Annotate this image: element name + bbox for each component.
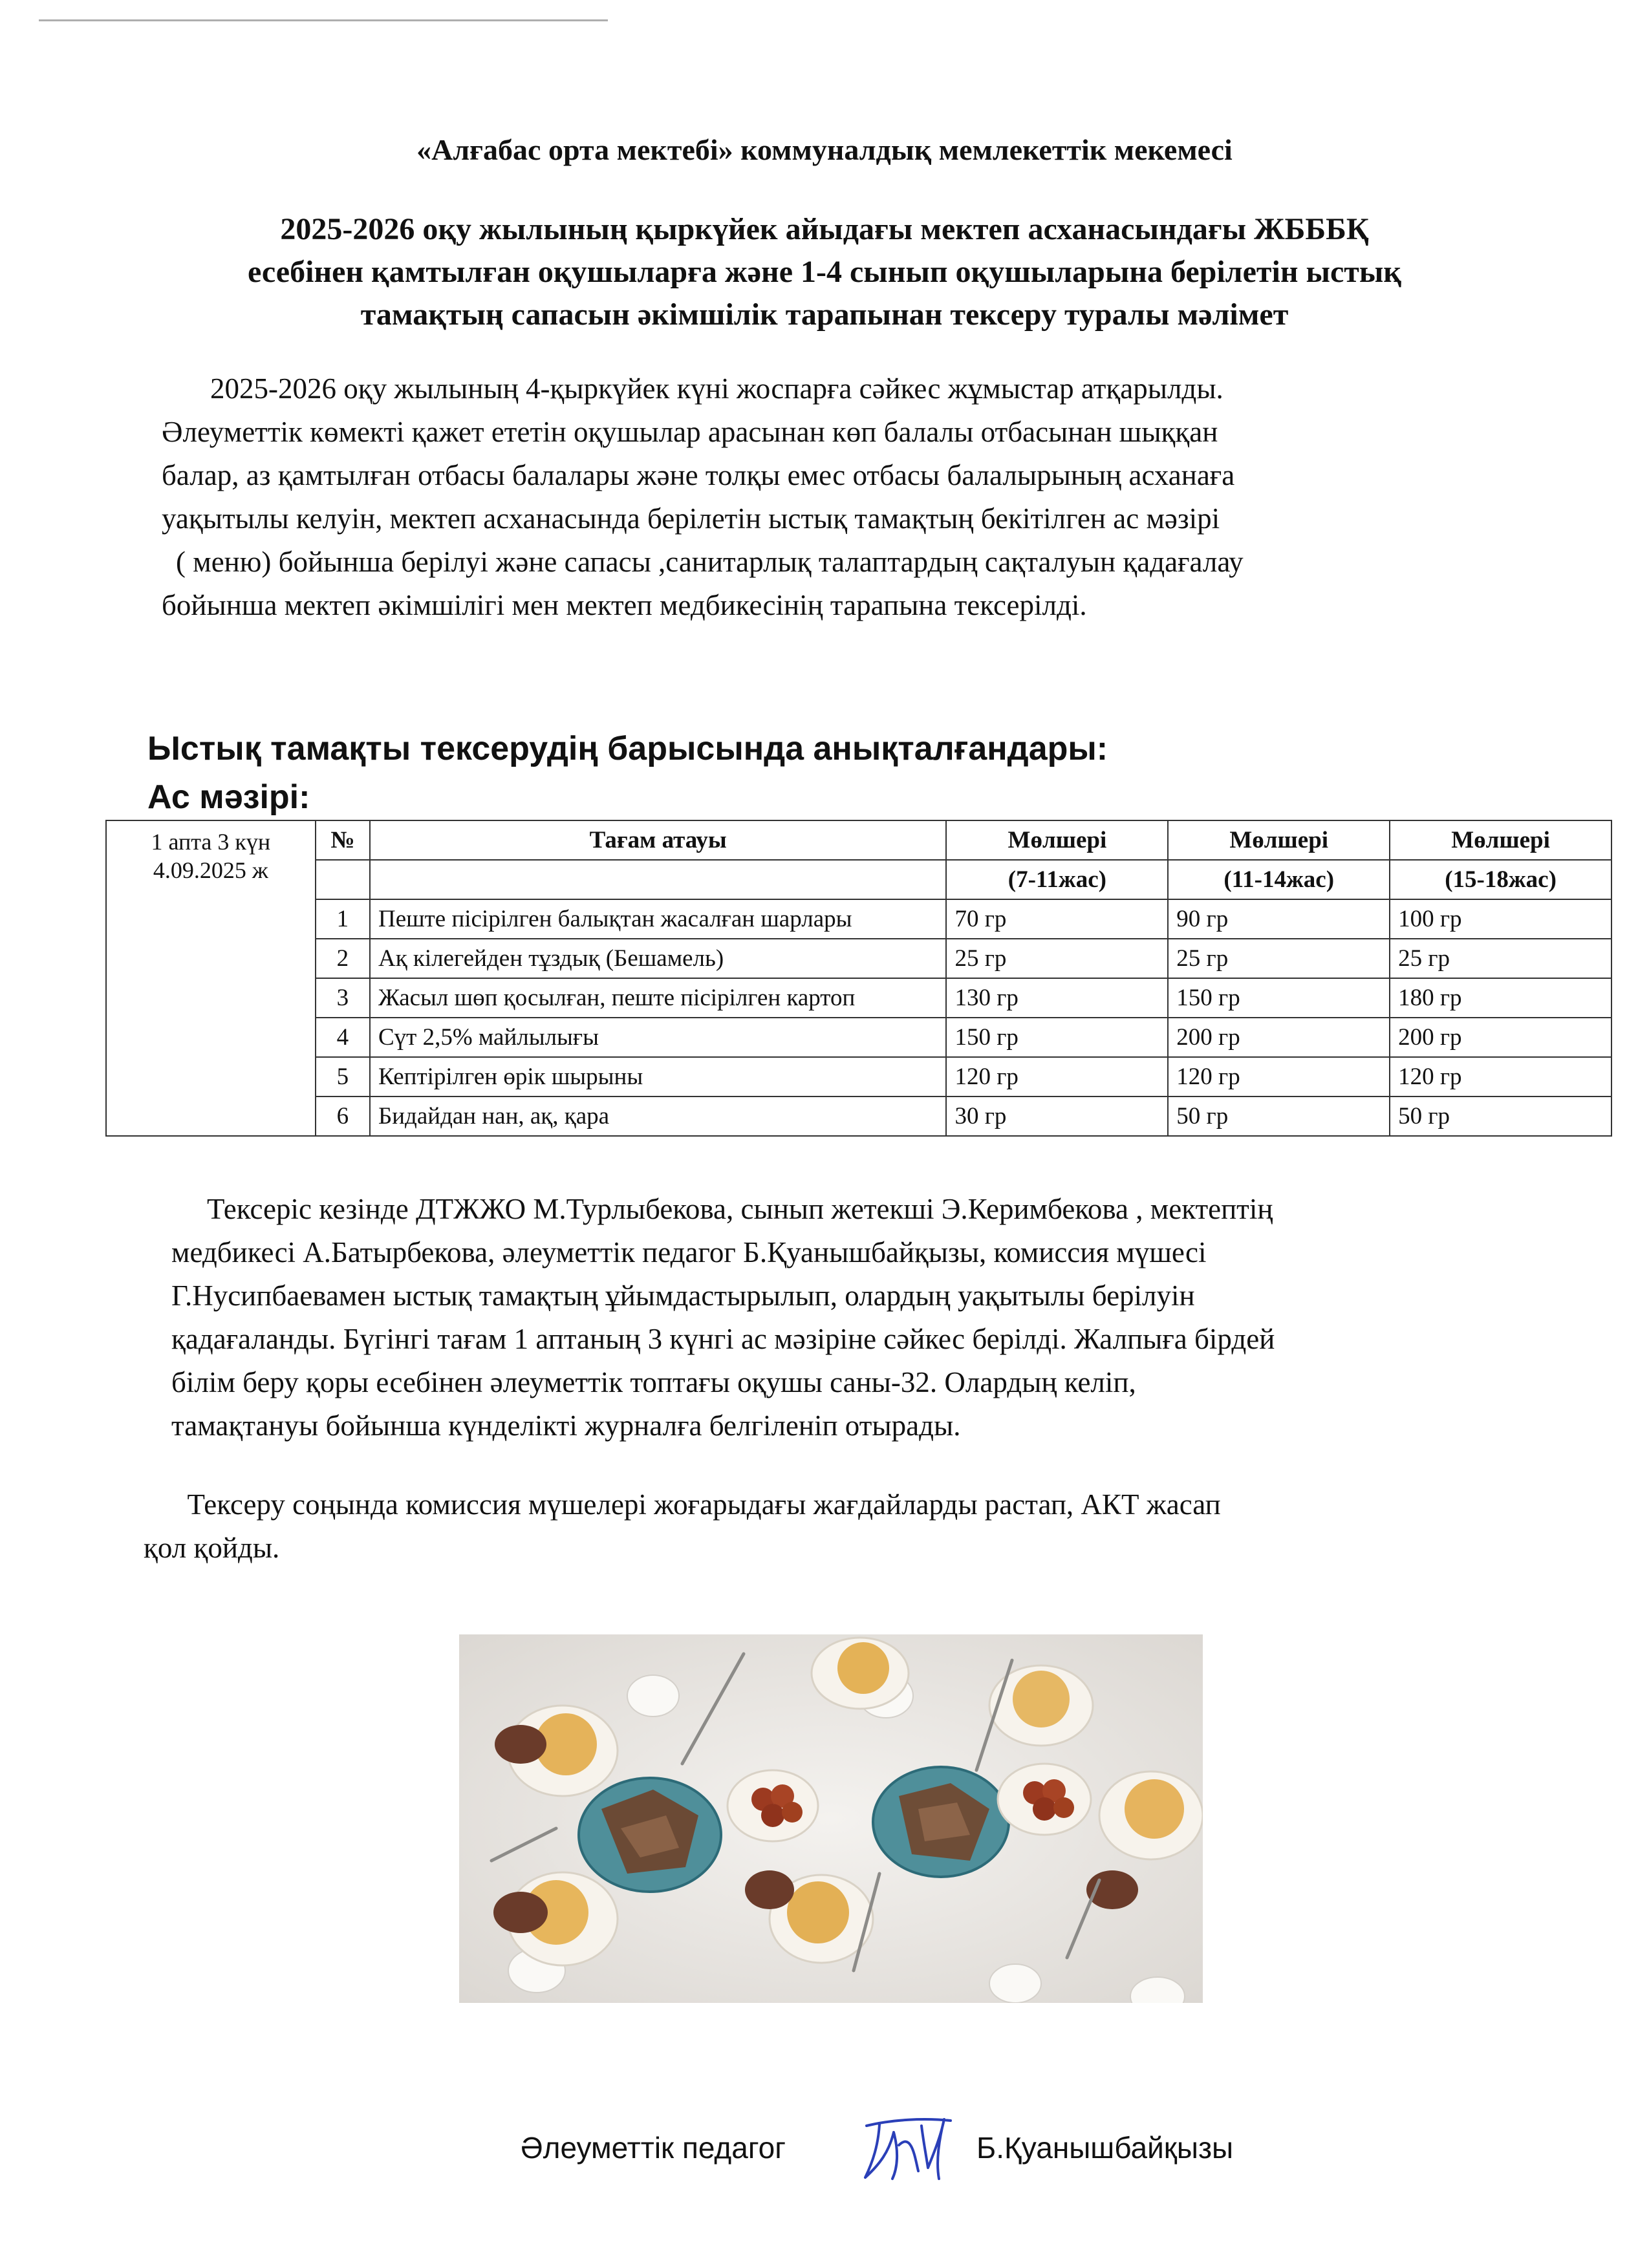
age-range-7-11: (7-11жас): [946, 860, 1168, 899]
intro-line: уақытылы келуін, мектеп асханасында берілетін ыстық тамақтың бекітілген ас мәзірі: [162, 502, 1220, 535]
day-cell: [106, 820, 316, 1136]
inspection-line: Г.Нусипбаевамен ыстық тамақтың ұйымдастырылып, олардың уақытылы берілуін: [171, 1279, 1195, 1312]
intro-paragraph: [162, 367, 1610, 627]
age-range-15-18: (15-18жас): [1390, 860, 1611, 899]
qty-7-11: 25 гр: [946, 939, 1168, 978]
column-header-qty-15-18: Мөлшері: [1390, 820, 1611, 860]
intro-line: балар, аз қамтылған отбасы балалары және толқы емес отбасы балалырының асханаға: [162, 459, 1235, 491]
table-row: [106, 1097, 1611, 1136]
dish-name: Пеште пісірілген балықтан жасалған шарлары: [370, 899, 947, 939]
qty-11-14: 120 гр: [1168, 1057, 1390, 1097]
inspection-line: медбикесі А.Батырбекова, әлеуметтік педагог Б.Қуанышбайқызы, комиссия мүшесі: [171, 1236, 1207, 1268]
dish-name: Жасыл шөп қосылған, пеште пісірілген картоп: [370, 978, 947, 1018]
column-header-no: №: [316, 820, 370, 860]
row-number: 2: [316, 939, 370, 978]
row-number: 6: [316, 1097, 370, 1136]
handwritten-signature: [854, 2106, 964, 2184]
intro-line: бойынша мектеп әкімшілігі мен мектеп медбикесінің тарапына тексерілді.: [162, 589, 1087, 621]
column-header-name: Тағам атауы: [370, 820, 947, 860]
qty-15-18: 50 гр: [1390, 1097, 1611, 1136]
row-number: 5: [316, 1057, 370, 1097]
conclusion-line: қол қойды.: [144, 1532, 280, 1564]
age-range-11-14: (11-14жас): [1168, 860, 1390, 899]
qty-11-14: 50 гр: [1168, 1097, 1390, 1136]
row-number: 3: [316, 978, 370, 1018]
table-subheader-row: [106, 860, 1611, 899]
table-row: [106, 1018, 1611, 1057]
qty-7-11: 150 гр: [946, 1018, 1168, 1057]
qty-15-18: 100 гр: [1390, 899, 1611, 939]
row-number: 4: [316, 1018, 370, 1057]
inspection-line: білім беру қоры есебінен әлеуметтік топтағы оқушы саны-32. Олардың келіп,: [171, 1366, 1136, 1398]
qty-15-18: 180 гр: [1390, 978, 1611, 1018]
table-row: [106, 939, 1611, 978]
qty-7-11: 120 гр: [946, 1057, 1168, 1097]
menu-table: [105, 820, 1612, 1137]
intro-line: ( меню) бойынша берілуі және сапасы ,санитарлық талаптардың сақталуын қадағалау: [176, 546, 1244, 578]
intro-line: 2025-2026 оқу жылының 4-қыркүйек күні жоспарға сәйкес жұмыстар атқарылды.: [210, 372, 1223, 405]
menu-heading: Ас мәзірі:: [147, 778, 310, 816]
qty-15-18: 25 гр: [1390, 939, 1611, 978]
signer-role: Әлеуметтік педагог: [521, 2131, 786, 2165]
qty-11-14: 150 гр: [1168, 978, 1390, 1018]
qty-15-18: 200 гр: [1390, 1018, 1611, 1057]
intro-line: Әлеуметтік көмекті қажет ететін оқушылар арасынан көп балалы отбасынан шыққан: [162, 416, 1218, 448]
column-subheader-empty: [370, 860, 947, 899]
report-title: [142, 208, 1507, 336]
report-title-line: 2025-2026 оқу жылының қыркүйек айыдағы мектеп асханасындағы ЖБББҚ: [280, 212, 1369, 246]
qty-15-18: 120 гр: [1390, 1057, 1611, 1097]
conclusion-line: Тексеру соңында комиссия мүшелері жоғарыдағы жағдайларды растап, АКТ жасап: [144, 1488, 1221, 1521]
conclusion-paragraph: [144, 1483, 1624, 1570]
food-photo: [459, 1634, 1203, 2003]
dish-name: Кептірілген өрік шырыны: [370, 1057, 947, 1097]
day-label: 1 апта 3 күн: [151, 829, 271, 855]
report-title-line: есебінен қамтылған оқушыларға және 1-4 сынып оқушыларына берілетін ыстық: [248, 255, 1401, 289]
dish-name: Сүт 2,5% майлылығы: [370, 1018, 947, 1057]
inspection-line: Тексеріс кезінде ДТЖЖО М.Турлыбекова, сынып жетекші Э.Керимбекова , мектептің: [207, 1193, 1273, 1225]
table-row: [106, 899, 1611, 939]
column-header-qty-7-11: Мөлшері: [946, 820, 1168, 860]
qty-11-14: 200 гр: [1168, 1018, 1390, 1057]
table-row: [106, 978, 1611, 1018]
qty-7-11: 30 гр: [946, 1097, 1168, 1136]
table-row: [106, 1057, 1611, 1097]
food-photo-illustration: [459, 1634, 1203, 2003]
row-number: 1: [316, 899, 370, 939]
inspection-line: тамақтануы бойынша күнделікті журналға белгіленіп отырады.: [171, 1409, 961, 1442]
organization-title: «Алғабас орта мектебі» коммуналдық мемлекеттік мекемесі: [416, 133, 1233, 166]
inspection-line: қадағаланды. Бүгінгі тағам 1 аптаның 3 күнгі ас мәзіріне сәйкес берілді. Жалпыға бірдей: [171, 1323, 1275, 1355]
qty-7-11: 70 гр: [946, 899, 1168, 939]
date-label: 4.09.2025 ж: [153, 857, 268, 883]
dish-name: Бидайдан нан, ақ, қара: [370, 1097, 947, 1136]
dish-name: Ақ кілегейден тұздық (Бешамель): [370, 939, 947, 978]
inspection-paragraph: [171, 1188, 1633, 1448]
scan-top-line: [39, 19, 608, 21]
report-title-line: тамақтың сапасын әкімшілік тарапынан тексеру туралы мәлімет: [360, 297, 1289, 332]
qty-7-11: 130 гр: [946, 978, 1168, 1018]
column-subheader-empty: [316, 860, 370, 899]
table-header-row: [106, 820, 1611, 860]
findings-heading: Ыстық тамақты тексерудің барысында анықталғандары:: [147, 730, 1108, 767]
signer-name: Б.Қуанышбайқызы: [976, 2131, 1234, 2165]
qty-11-14: 25 гр: [1168, 939, 1390, 978]
qty-11-14: 90 гр: [1168, 899, 1390, 939]
column-header-qty-11-14: Мөлшері: [1168, 820, 1390, 860]
